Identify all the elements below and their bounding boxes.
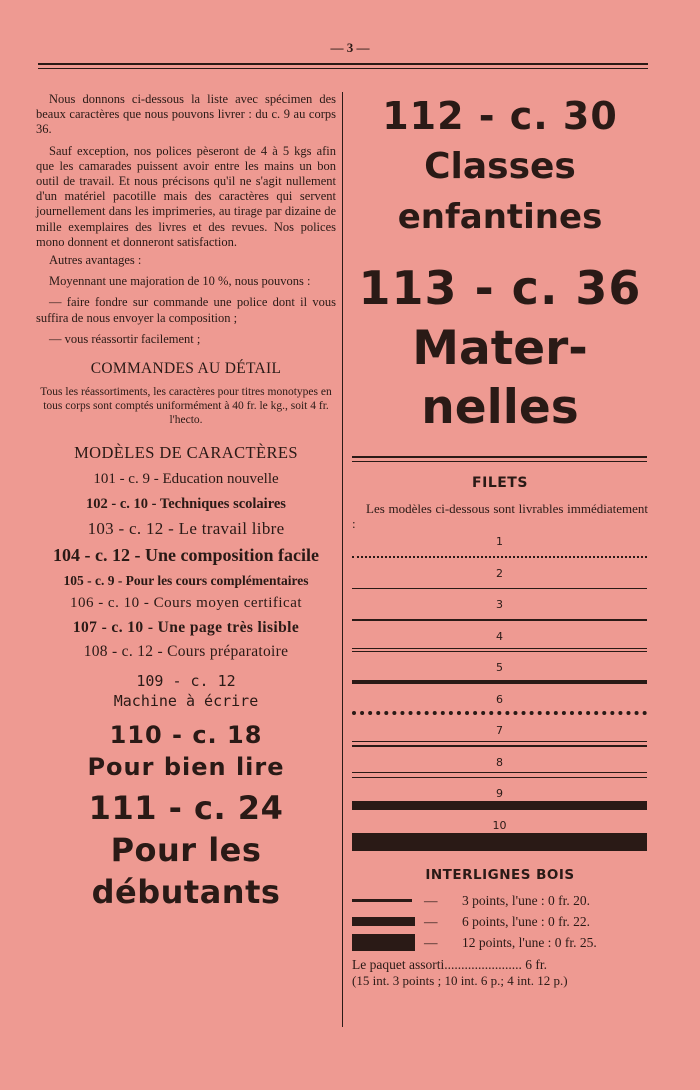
filet-1 (352, 531, 648, 563)
model-104: 104 - c. 12 - Une composition facile (53, 545, 319, 566)
model-103: 103 - c. 12 - Le travail libre (87, 519, 285, 539)
filet-sample-line (352, 772, 647, 778)
filet-sample-line (352, 556, 647, 558)
interligne-sample-bar (352, 917, 415, 926)
filet-number: 2 (496, 566, 503, 580)
filet-number: 5 (496, 661, 503, 674)
filet-sample-line (352, 833, 647, 851)
interligne-text: 6 points, l'une : 0 fr. 22. (462, 913, 591, 929)
filet-number: 3 (496, 598, 503, 611)
filet-5 (352, 657, 648, 689)
model-107: 107 - c. 10 - Une page très lisible (72, 619, 300, 637)
filet-number: 4 (496, 629, 503, 643)
page-number: — 3 — (330, 40, 370, 55)
model-111-name-2: débutants (91, 873, 281, 912)
interligne-dash: — (424, 934, 438, 950)
filet-sample-line (352, 680, 647, 684)
model-113-name-2: nelles (421, 380, 579, 435)
filet-number: 6 (496, 692, 503, 706)
filet-sample-line (352, 801, 647, 810)
paquet-contents: (15 int. 3 points ; 10 int. 6 p.; 4 int. 12 p.) (352, 972, 568, 988)
fondre-paragraph: — faire fondre sur commande une police dont il vous suffira de nous envoyer la composition ; (36, 295, 336, 325)
model-111-name-1: Pour les (110, 831, 262, 870)
interligne-sample-bar (352, 934, 415, 951)
left-column (36, 92, 336, 913)
commandes-detail-text: Tous les réassortiments, les caractères pour titres monotypes en tous corps sont comptés uniformément à 40 fr. le kg., soit 4 fr. l'hecto. (40, 386, 332, 427)
filet-number: 9 (496, 787, 503, 800)
intro-paragraph: Nous donnons ci-dessous la liste avec spécimen des beaux caractères que nous pouvons livrer : du c. 9 au corps 36. (36, 92, 336, 137)
model-110-name: Pour bien lire (87, 753, 285, 782)
filets-heading: FILETS (472, 475, 528, 491)
interligne-text: 3 points, l'une : 0 fr. 20. (462, 892, 591, 908)
filet-4 (352, 626, 648, 658)
interligne-6-points (352, 912, 648, 933)
filet-9 (352, 783, 648, 815)
filet-sample-line (352, 619, 647, 621)
filet-2 (352, 563, 648, 595)
polices-paragraph: Sauf exception, nos polices pèseront de 4 à 5 kgs afin que les camarades puissent avoir entre les mains un bon outil de travail. Et nous précisons qu'il ne s'agit nullement d'un matériel pacotille mais des caractères qui servent journellement dans les imprimeries, au tirage par dizaine de mille exemplaires des livres et des revues. Nos polices mono donnent et donneront satisfaction. (36, 143, 336, 249)
filet-sample-line (352, 741, 647, 747)
model-113-code: 113 - c. 36 (358, 261, 642, 315)
filet-8 (352, 752, 648, 784)
interligne-12-points (352, 933, 648, 954)
header-rule-thin (38, 68, 648, 69)
section-rule-thin (352, 461, 647, 462)
section-rule (352, 456, 647, 458)
majoration-paragraph: Moyennant une majoration de 10 %, nous pouvons : (49, 274, 311, 289)
avantages-paragraph: Autres avantages : (49, 253, 142, 268)
model-101: 101 - c. 9 - Education nouvelle (93, 471, 279, 488)
filet-10 (352, 815, 648, 853)
interlignes-heading: INTERLIGNES BOIS (425, 866, 575, 883)
interligne-dash: — (424, 913, 438, 929)
interligne-3-points (352, 891, 648, 912)
model-112-name-1: Classes (424, 146, 576, 187)
filet-number: 8 (496, 755, 503, 769)
right-column (352, 88, 648, 989)
filet-7 (352, 720, 648, 752)
model-113-name-1: Mater- (412, 321, 588, 376)
column-divider (342, 92, 343, 1027)
model-109-name: Machine à écrire (113, 692, 259, 711)
filet-sample-line (352, 648, 647, 652)
model-105: 105 - c. 9 - Pour les cours complémentaires (63, 573, 309, 589)
model-102: 102 - c. 10 - Techniques scolaires (86, 496, 286, 513)
filets-intro: Les modèles ci-dessous sont livrables immédiatement : (352, 501, 648, 531)
interligne-sample-bar (352, 899, 412, 902)
model-110-code: 110 - c. 18 (109, 721, 263, 750)
filet-number: 1 (496, 535, 503, 548)
header-rule (38, 63, 648, 65)
filet-sample-line (352, 711, 647, 715)
interlignes-list (352, 891, 648, 954)
model-111-code: 111 - c. 24 (88, 789, 284, 828)
model-108: 108 - c. 12 - Cours préparatoire (83, 643, 289, 661)
model-112-name-2: enfantines (397, 197, 603, 237)
filets-list (352, 531, 648, 853)
model-106: 106 - c. 10 - Cours moyen certificat (69, 595, 303, 612)
paquet-price: Le paquet assorti....................... 6 fr. (352, 956, 547, 972)
reassortir-paragraph: — vous réassortir facilement ; (49, 331, 201, 346)
filet-6 (352, 689, 648, 721)
filet-number: 10 (492, 818, 507, 832)
model-109-code: 109 - c. 12 (136, 672, 236, 691)
filet-sample-line (352, 588, 647, 589)
modeles-heading: MODÈLES DE CARACTÈRES (74, 443, 298, 463)
model-112-code: 112 - c. 30 (382, 94, 618, 138)
filet-3 (352, 594, 648, 626)
filet-number: 7 (496, 724, 503, 737)
interligne-dash: — (424, 892, 438, 908)
interligne-text: 12 points, l'une : 0 fr. 25. (462, 934, 597, 950)
commandes-detail-heading: COMMANDES AU DÉTAIL (90, 360, 282, 378)
